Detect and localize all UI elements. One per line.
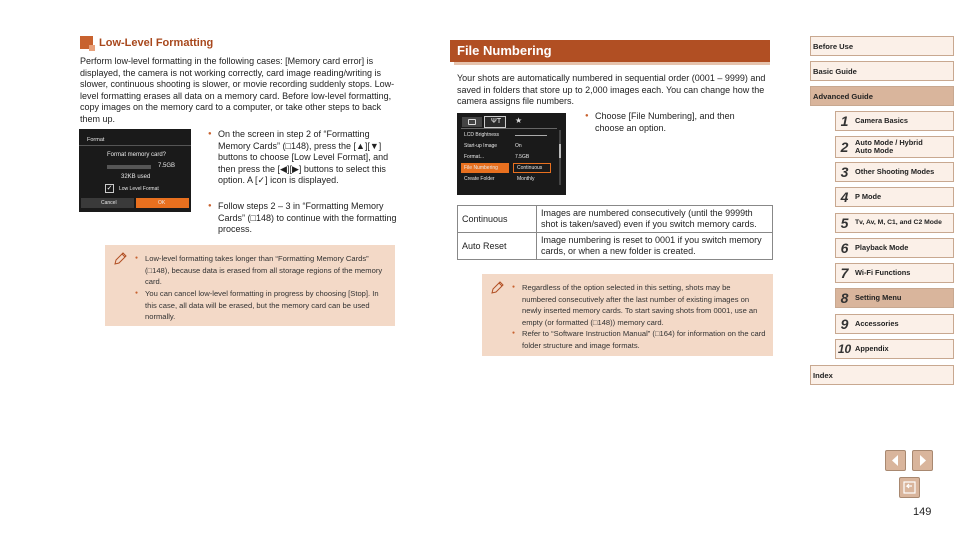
format-bullet-2: ● Follow steps 2 – 3 in “Formatting Memory Cards” (□148) to continue with the formatting process.: [208, 201, 398, 236]
return-arrow-icon: [900, 478, 919, 497]
format-screen-illustration: [79, 129, 191, 212]
pencil-note-icon: [489, 280, 505, 296]
chapter-1-camera-basics[interactable]: 1 Camera Basics: [835, 111, 954, 131]
chapter-5-tv-av-m[interactable]: 5 Tv, Av, M, C1, and C2 Mode: [835, 213, 954, 233]
menu-row: Create Folder Monthly: [464, 176, 535, 182]
screen-capacity: 7.5GB: [158, 163, 176, 169]
screen-used: 32KB used: [121, 174, 151, 180]
option-name: Continuous: [458, 206, 537, 233]
format-note-box: [105, 245, 395, 326]
screen-ok-button: OK: [136, 198, 189, 208]
nav-before-use[interactable]: Before Use: [810, 36, 954, 56]
return-button[interactable]: [899, 477, 920, 498]
low-level-intro: Perform low-level formatting in the following cases: [Memory card error] is displayed, the camera is not working correctly, card image reading/writing is slower, continuous shooting is slower, or movie recording suddenly stops. Low-level formatting erases all data on a memory card. Before low-level formatting, copy images on the memory card to a computer, or take other steps to back them up.: [80, 56, 395, 124]
chapter-9-accessories[interactable]: 9 Accessories: [835, 314, 954, 334]
arrow-right-icon: [913, 451, 932, 470]
camera-tab-icon: [462, 117, 482, 127]
file-numbering-bullet: ● Choose [File Numbering], and then choose an option.: [585, 111, 765, 134]
screen-checkbox-icon: ✓: [106, 185, 113, 192]
nav-basic-guide[interactable]: Basic Guide: [810, 61, 954, 81]
screen-cancel-button: Cancel: [81, 198, 134, 208]
file-numbering-note-box: [482, 274, 773, 356]
table-row: [458, 206, 773, 233]
format-note-2: ● You can cancel low-level formatting in progress by choosing [Stop]. In this case, all data will be erased, but the memory card can be used normally.: [135, 288, 387, 323]
file-numbering-options-table: [457, 205, 773, 260]
menu-row: Format... 7.5GB: [464, 154, 530, 160]
nav-advanced-guide[interactable]: Advanced Guide: [810, 86, 954, 106]
screen-check-label: Low Level Format: [119, 186, 159, 192]
menu-scrollbar: [559, 130, 561, 185]
format-bullet-1: ● On the screen in step 2 of “Formatting Memory Cards” (□148), press the [▲][▼] buttons to choose [Low Level Format], and then press the [◀][▶] buttons to select this option. A [✓] icon is displayed.: [208, 129, 398, 187]
setup-tab-icon: ΨΤ: [484, 116, 506, 128]
format-note-1: ● Low-level formatting takes longer than “Formatting Memory Cards” (□148), because data is erased from all storage regions of the memory card.: [135, 253, 387, 288]
chapter-4-p-mode[interactable]: 4 P Mode: [835, 187, 954, 207]
previous-page-button[interactable]: [885, 450, 906, 471]
section-title: Low-Level Formatting: [99, 36, 214, 49]
file-numbering-note-2: ● Refer to “Software Instruction Manual” (□164) for information on the card folder structure and image formats.: [512, 328, 766, 351]
nav-index[interactable]: Index: [810, 365, 954, 385]
screen-title: Format: [87, 137, 105, 143]
option-name: Auto Reset: [458, 233, 537, 260]
section-marker-icon: [80, 36, 93, 49]
file-numbering-note-1: ● Regardless of the option selected in this setting, shots may be numbered consecutively after the last number of existing images on newly inserted memory cards. To start saving shots from 0001, use an empty (or formatted (□148)) memory card.: [512, 282, 766, 329]
chapter-2-auto-mode[interactable]: 2 Auto Mode / Hybrid Auto Mode: [835, 136, 954, 158]
screen-prompt: Format memory card?: [107, 152, 167, 158]
arrow-left-icon: [886, 451, 905, 470]
menu-row-selected: File Numbering Continuous: [461, 163, 557, 173]
menu-row: Start-up Image On: [464, 143, 522, 149]
chapter-10-appendix[interactable]: 10 Appendix: [835, 339, 954, 359]
chapter-3-other-shooting[interactable]: 3 Other Shooting Modes: [835, 162, 954, 182]
chapter-7-wifi[interactable]: 7 Wi-Fi Functions: [835, 263, 954, 283]
section-heading: [80, 36, 213, 49]
pencil-note-icon: [112, 251, 128, 267]
menu-row: LCD Brightness: [461, 130, 557, 140]
next-page-button[interactable]: [912, 450, 933, 471]
settings-menu-illustration: [457, 113, 566, 195]
banner-title: File Numbering: [457, 43, 552, 58]
file-numbering-intro: Your shots are automatically numbered in sequential order (0001 – 9999) and saved in folders that store up to 2,000 images each. You can change how the camera assigns file numbers.: [457, 73, 766, 107]
file-numbering-banner: [450, 40, 770, 62]
chapter-6-playback[interactable]: 6 Playback Mode: [835, 238, 954, 258]
chapter-8-setting-menu[interactable]: 8 Setting Menu: [835, 288, 954, 308]
table-row: [458, 233, 773, 260]
page-number: 149: [913, 506, 932, 518]
option-description: Image numbering is reset to 0001 if you switch memory cards, or when a new folder is created.: [537, 233, 773, 260]
option-description: Images are numbered consecutively (until the 9999th shot is taken/saved) even if you switch memory cards.: [537, 206, 773, 233]
star-tab-icon: ★: [515, 116, 523, 125]
